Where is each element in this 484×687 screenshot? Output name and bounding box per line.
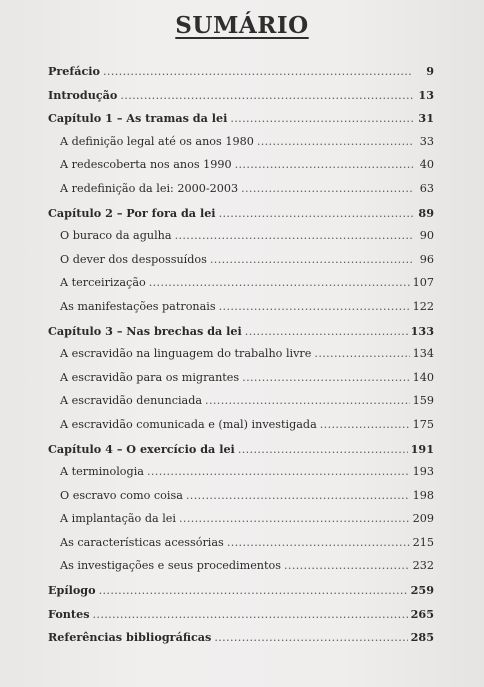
table-of-contents: [48, 64, 434, 654]
toc-entry-label: Capítulo 2 – Por fora da lei: [48, 205, 216, 220]
dot-leader: [93, 608, 408, 621]
toc-entry-page-number: 265: [410, 606, 434, 621]
toc-section-entry: [48, 158, 434, 182]
dot-leader: [230, 112, 413, 125]
dot-leader: [235, 158, 413, 171]
toc-section-entry: [48, 371, 434, 395]
toc-chapter-entry: [48, 583, 434, 607]
toc-entry-label: Referências bibliográficas: [48, 630, 212, 645]
toc-section-entry: [48, 347, 434, 371]
toc-entry-page-number: 33: [419, 134, 434, 148]
toc-section-entry: [48, 182, 434, 206]
toc-entry-page-number: 285: [410, 630, 434, 645]
toc-entry-page-number: 159: [412, 394, 434, 408]
toc-chapter-entry: [48, 206, 434, 230]
toc-section-entry: [48, 300, 434, 324]
toc-section-entry: [48, 512, 434, 536]
dot-leader: [241, 182, 413, 195]
toc-entry-label: Capítulo 3 – Nas brechas da lei: [48, 323, 242, 338]
toc-chapter-entry: [48, 630, 434, 654]
toc-entry-page-number: 198: [412, 488, 434, 502]
dot-leader: [120, 89, 413, 102]
toc-entry-page-number: 107: [412, 276, 434, 290]
page-title-text: SUMÁRIO: [175, 12, 309, 39]
toc-section-entry: [48, 276, 434, 300]
toc-entry-label: A escravidão para os migrantes: [60, 370, 240, 384]
dot-leader: [257, 135, 413, 148]
toc-entry-label: Fontes: [48, 606, 90, 621]
dot-leader: [284, 559, 410, 572]
toc-section-entry: [48, 229, 434, 253]
toc-chapter-entry: [48, 88, 434, 112]
toc-entry-page-number: 209: [412, 512, 434, 526]
dot-leader: [219, 300, 410, 313]
toc-entry-label: A terminologia: [60, 465, 144, 479]
toc-section-entry: [48, 559, 434, 583]
toc-entry-label: A implantação da lei: [60, 512, 176, 526]
toc-chapter-entry: [48, 64, 434, 88]
dot-leader: [99, 584, 408, 597]
toc-chapter-entry: [48, 607, 434, 631]
toc-section-entry: [48, 418, 434, 442]
dot-leader: [314, 347, 409, 360]
toc-chapter-entry: [48, 111, 434, 135]
toc-section-entry: [48, 489, 434, 513]
toc-entry-label: A redescoberta nos anos 1990: [60, 158, 232, 172]
toc-entry-page-number: 140: [412, 370, 434, 384]
toc-entry-page-number: 122: [412, 299, 434, 313]
toc-entry-label: As características acessórias: [60, 535, 224, 549]
toc-entry-label: A escravidão na linguagem do trabalho livre: [60, 347, 312, 361]
toc-entry-label: O dever dos despossuídos: [60, 252, 207, 266]
dot-leader: [245, 325, 408, 338]
toc-entry-page-number: 134: [412, 347, 434, 361]
dot-leader: [320, 418, 410, 431]
toc-entry-page-number: 13: [418, 87, 434, 102]
toc-entry-label: A definição legal até os anos 1980: [60, 134, 254, 148]
toc-entry-label: A redefinição da lei: 2000-2003: [60, 181, 239, 195]
toc-section-entry: [48, 253, 434, 277]
toc-entry-label: A escravidão denunciada: [60, 394, 203, 408]
dot-leader: [242, 371, 409, 384]
toc-entry-label: A escravidão comunicada e (mal) investigada: [60, 417, 317, 431]
toc-entry-page-number: 133: [410, 323, 434, 338]
toc-entry-label: As investigações e seus procedimentos: [60, 559, 281, 573]
toc-entry-page-number: 63: [419, 181, 434, 195]
dot-leader: [175, 229, 413, 242]
toc-entry-page-number: 96: [419, 252, 434, 266]
toc-entry-label: Epílogo: [48, 583, 96, 598]
dot-leader: [149, 276, 410, 289]
dot-leader: [227, 536, 410, 549]
toc-entry-page-number: 259: [410, 583, 434, 598]
dot-leader: [103, 65, 413, 78]
toc-entry-page-number: 40: [419, 158, 434, 172]
toc-section-entry: [48, 465, 434, 489]
toc-entry-page-number: 90: [419, 229, 434, 243]
toc-entry-label: Introdução: [48, 87, 118, 102]
dot-leader: [147, 465, 410, 478]
toc-entry-label: Capítulo 1 – As tramas da lei: [48, 111, 228, 126]
dot-leader: [186, 489, 410, 502]
dot-leader: [214, 631, 407, 644]
toc-entry-page-number: 31: [418, 111, 434, 126]
toc-section-entry: [48, 536, 434, 560]
toc-entry-label: As manifestações patronais: [60, 299, 216, 313]
toc-section-entry: [48, 135, 434, 159]
dot-leader: [219, 207, 413, 220]
toc-chapter-entry: [48, 442, 434, 466]
toc-section-entry: [48, 394, 434, 418]
dot-leader: [210, 253, 413, 266]
toc-chapter-entry: [48, 324, 434, 348]
toc-entry-label: O buraco da agulha: [60, 229, 172, 243]
toc-entry-label: A terceirização: [60, 276, 146, 290]
dot-leader: [238, 443, 408, 456]
toc-entry-label: Prefácio: [48, 64, 101, 78]
toc-entry-page-number: 191: [410, 441, 434, 456]
dot-leader: [179, 512, 410, 525]
toc-entry-page-number: 9: [426, 64, 434, 78]
toc-entry-label: O escravo como coisa: [60, 488, 183, 502]
toc-entry-label: Capítulo 4 – O exercício da lei: [48, 441, 235, 456]
toc-entry-page-number: 193: [412, 465, 434, 479]
toc-entry-page-number: 232: [412, 559, 434, 573]
toc-entry-page-number: 175: [412, 417, 434, 431]
page-title: [0, 12, 484, 39]
toc-entry-page-number: 215: [412, 535, 434, 549]
toc-entry-page-number: 89: [418, 205, 434, 220]
dot-leader: [205, 394, 410, 407]
